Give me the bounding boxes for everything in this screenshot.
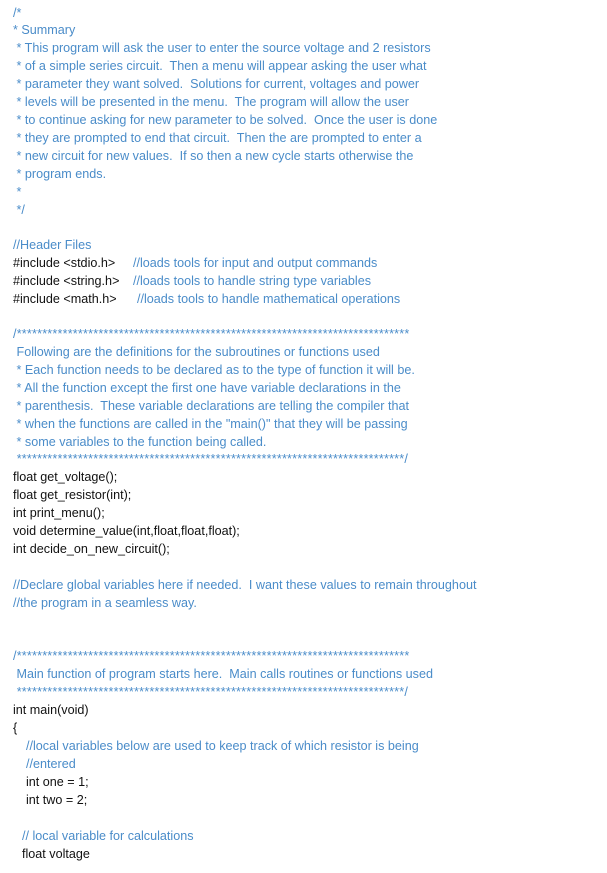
prototype-determine-value: void determine_value(int,float,float,float); (13, 524, 240, 538)
summary-line-3: * parameter they want solved. Solutions for current, voltages and power (13, 77, 420, 91)
prototype-decide-new-circuit: int decide_on_new_circuit(); (13, 542, 170, 556)
prototype-get-resistor: float get_resistor(int); (13, 488, 132, 502)
summary-line-1: * This program will ask the user to enter the source voltage and 2 resistors (13, 41, 431, 55)
comment-open: /* (13, 6, 22, 20)
definitions-line-3: * parenthesis. These variable declarations are telling the compiler that (13, 399, 409, 413)
main-comment-open: /***************************************************************************** (13, 649, 410, 663)
local-vars-comment-2: //entered (26, 757, 76, 771)
definitions-line-1: * Each function needs to be declared as to the type of function it will be. (13, 363, 415, 377)
summary-line-5: * to continue asking for new parameter to be solved. Once the user is done (13, 113, 438, 127)
definitions-heading: Following are the definitions for the subroutines or functions used (13, 345, 380, 359)
summary-line-7: * new circuit for new values. If so then a new cycle starts otherwise the (13, 149, 414, 163)
definitions-comment-close: ****************************************************************************/ (13, 452, 409, 466)
main-comment-text: Main function of program starts here. Main calls routines or functions used (13, 667, 433, 681)
summary-line-2: * of a simple series circuit. Then a menu will appear asking the user what (13, 59, 427, 73)
summary-line-9: * (13, 185, 22, 199)
summary-heading: * Summary (13, 23, 76, 37)
definitions-line-4: * when the functions are called in the "main()" that they will be passing (13, 417, 408, 431)
definitions-line-5: * some variables to the function being called. (13, 435, 267, 449)
include-math: #include <math.h> (13, 292, 117, 306)
include-stdio: #include <stdio.h> (13, 256, 116, 270)
main-open-brace: { (13, 721, 18, 735)
include-math-comment: //loads tools to handle mathematical operations (137, 292, 401, 306)
var-voltage: float voltage (22, 847, 90, 861)
local-vars-comment-1: //local variables below are used to keep track of which resistor is being (26, 739, 419, 753)
comment-close: */ (13, 203, 25, 217)
main-comment-close: ****************************************************************************/ (13, 685, 409, 699)
globals-comment-2: //the program in a seamless way. (13, 596, 197, 610)
include-stdio-comment: //loads tools for input and output commands (133, 256, 378, 270)
definitions-comment-open: /***************************************************************************** (13, 327, 410, 341)
include-string-comment: //loads tools to handle string type variables (133, 274, 372, 288)
include-string: #include <string.h> (13, 274, 120, 288)
var-two: int two = 2; (26, 793, 88, 807)
summary-line-4: * levels will be presented in the menu. The program will allow the user (13, 95, 409, 109)
summary-line-6: * they are prompted to end that circuit. Then the are prompted to enter a (13, 131, 422, 145)
definitions-line-2: * All the function except the first one have variable declarations in the (13, 381, 401, 395)
calc-vars-comment: // local variable for calculations (22, 829, 194, 843)
globals-comment-1: //Declare global variables here if needed. I want these values to remain throughout (13, 578, 477, 592)
header-files-comment: //Header Files (13, 238, 92, 252)
prototype-print-menu: int print_menu(); (13, 506, 105, 520)
prototype-get-voltage: float get_voltage(); (13, 470, 118, 484)
var-one: int one = 1; (26, 775, 89, 789)
summary-line-8: * program ends. (13, 167, 107, 181)
main-signature: int main(void) (13, 703, 89, 717)
